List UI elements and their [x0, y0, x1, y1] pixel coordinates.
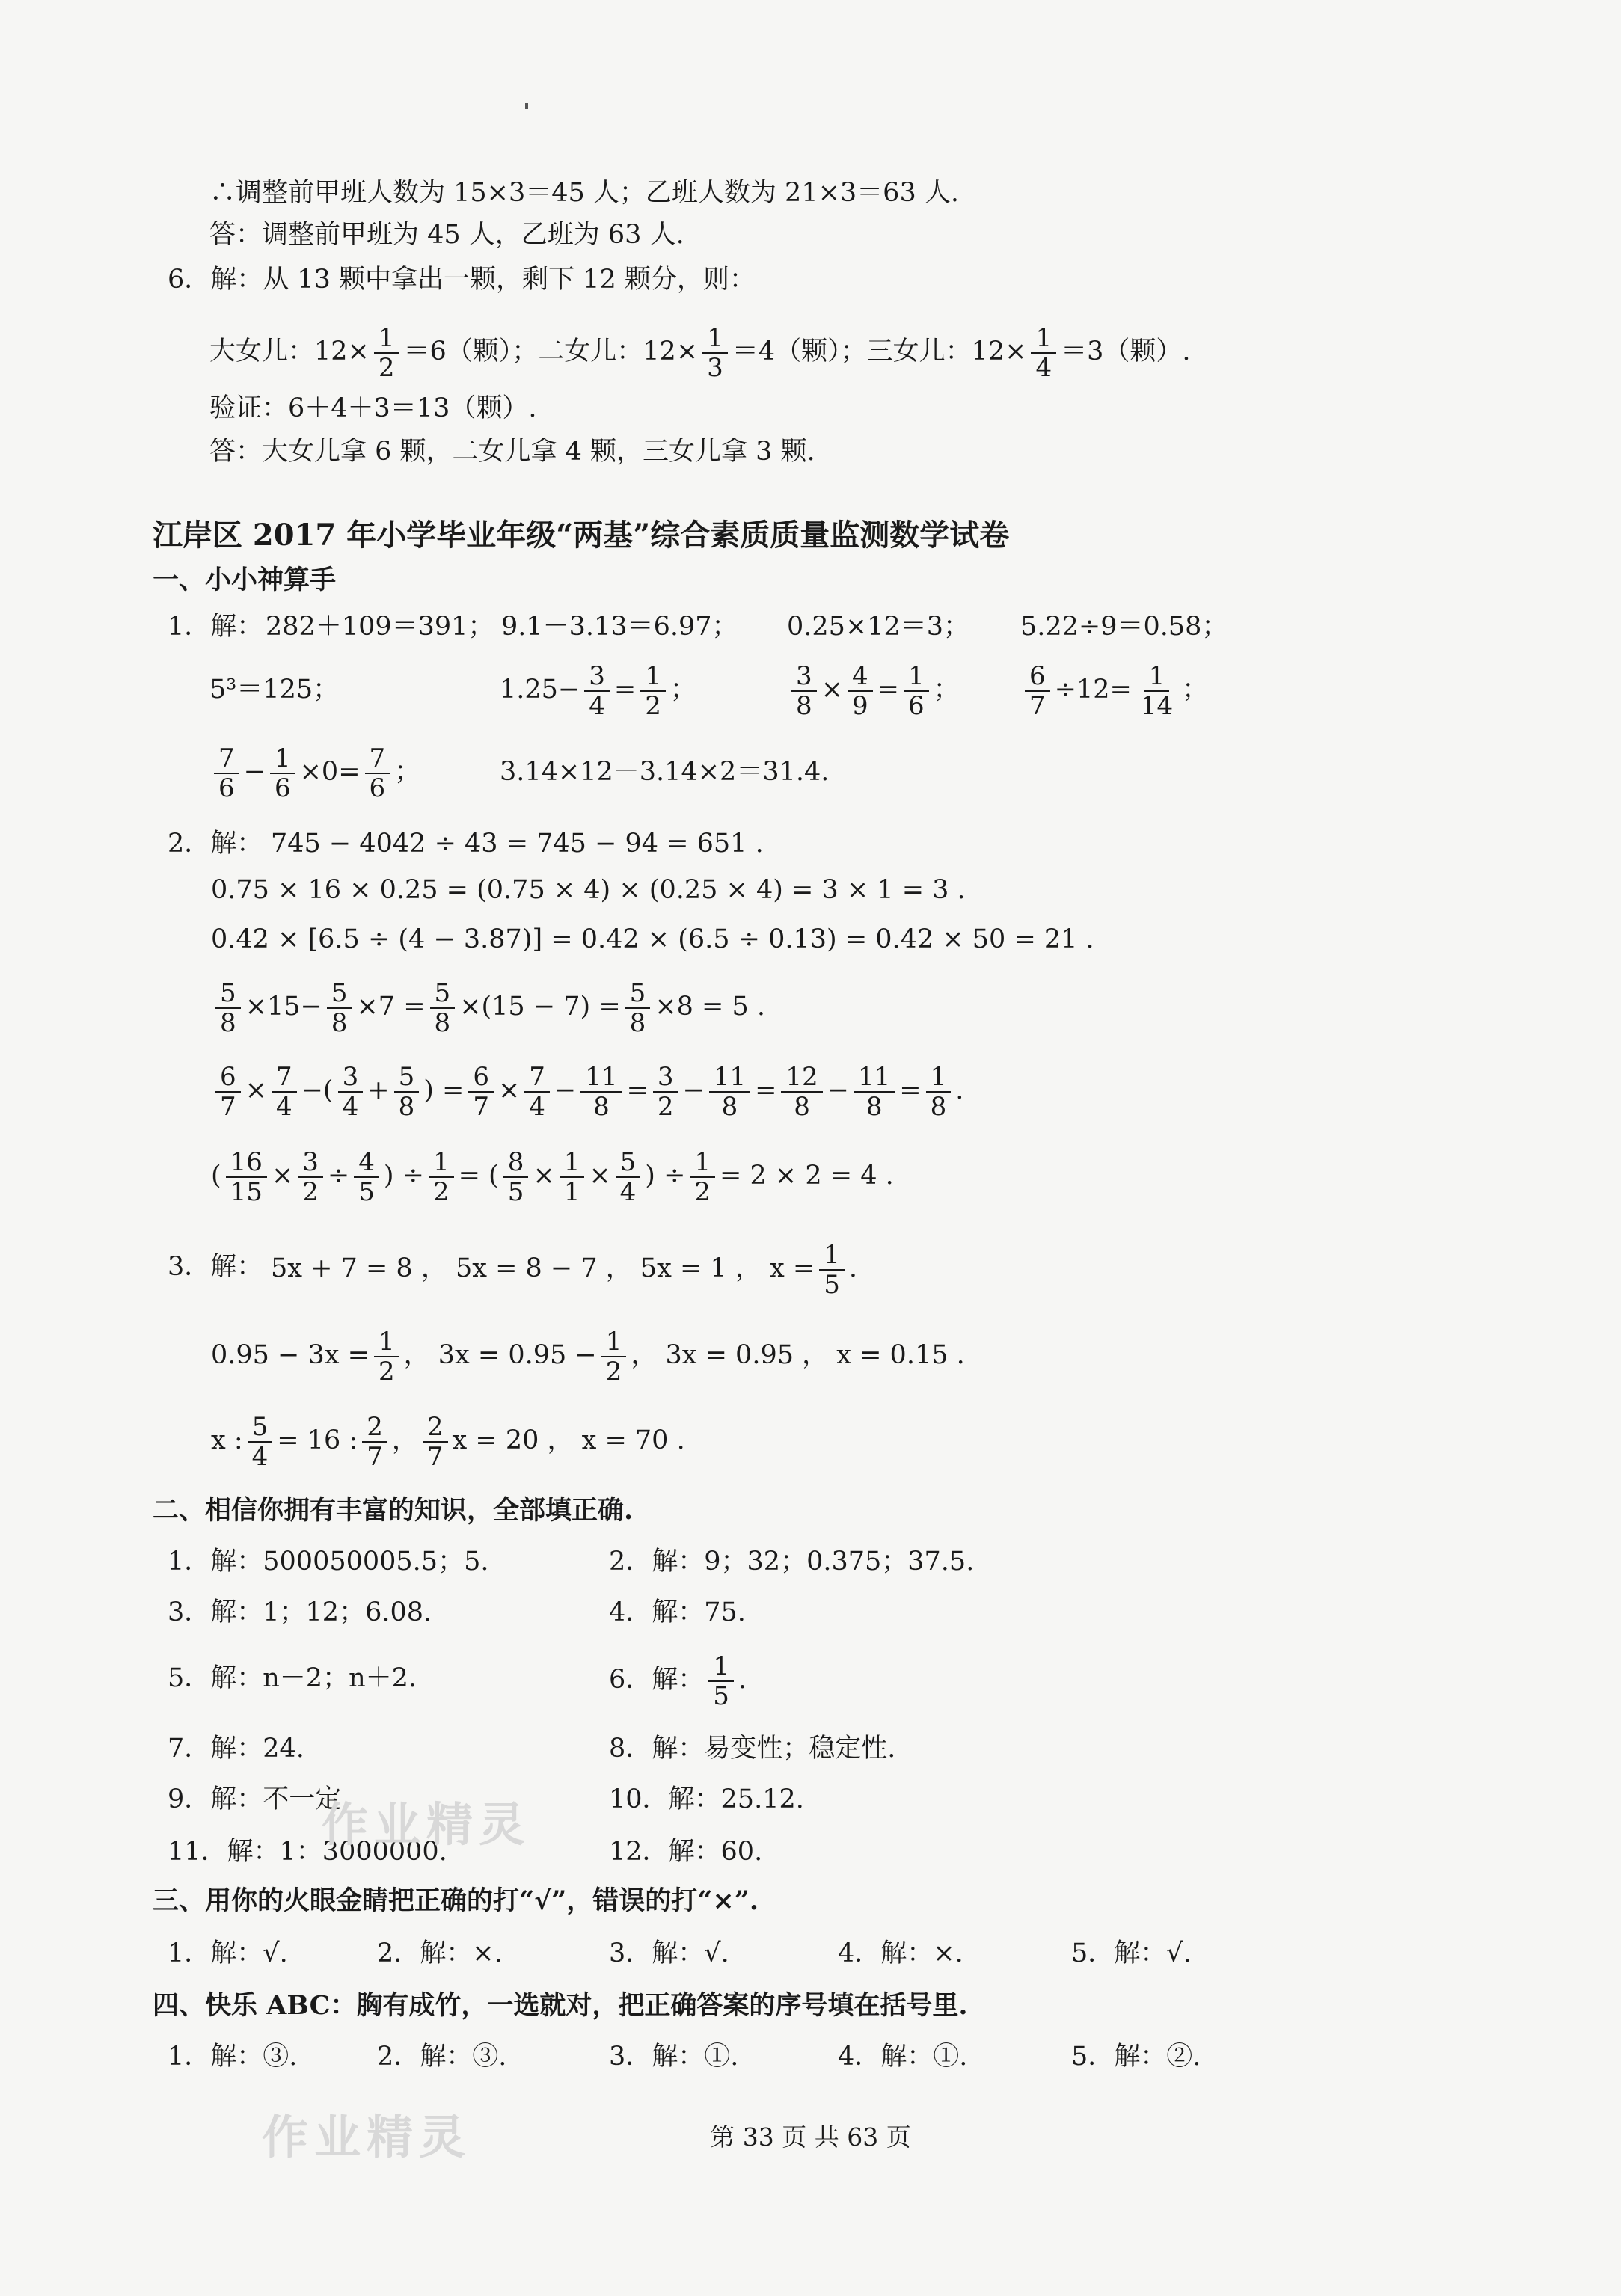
- s2-item-2: 2．解：9；32；0.375；37.5.: [609, 1547, 975, 1577]
- q2-line1: 745 − 4042 ÷ 43 = 745 − 94 = 651 .: [271, 829, 764, 859]
- q1-item-j: $\frac{7}{6}$ − $\frac{1}{6}$ ×0= $\frac{7}{6}$ ；: [209, 737, 420, 806]
- q6-calc-line: 大女儿：12× $\frac{1}{2}$ ＝6（颗）；二女儿：12× $\frac{1}{3}$ ＝4（颗）；三女儿：12× $\frac{1}{4}$ ＝3（颗）.: [209, 322, 1191, 383]
- s2-item-10: 10．解：25.12.: [609, 1784, 804, 1814]
- fraction-1-3: $\frac{1}{3}$: [702, 324, 728, 382]
- q3-line3: x : $\frac{5}{4}$ = 16 : $\frac{2}{7}$ ， $\frac{2}{7}$ x = 20 ， x = 70 .: [211, 1411, 685, 1472]
- q1-item-f: 3.14×12－3.14×2＝31.4.: [500, 757, 830, 787]
- page-footer: 第 33 页 共 63 页: [710, 2122, 911, 2152]
- s2-item-11: 11．解：1：3000000.: [168, 1837, 447, 1867]
- q2-line6: ( $\frac{16}{15}$ × $\frac{3}{2}$ ÷ $\frac{4}{5}$ ) ÷ $\frac{1}{2}$ = ( $\frac{8}{5}$ × $\frac{1}{1}$ × $\frac{5}{4}$ ) ÷ $\frac{1}{2}$ = 2 × 2 = 4 .: [211, 1147, 894, 1207]
- q2-line4: $\frac{5}{8}$ ×15− $\frac{5}{8}$ ×7 = $\frac{5}{8}$ ×(15 − 7) = $\frac{5}{8}$ ×8 = 5 .: [211, 972, 765, 1041]
- watermark-stamp: 作业精灵: [322, 1797, 532, 1852]
- q6-verify: 验证：6＋4＋3＝13（颗）.: [209, 393, 537, 423]
- section1-heading: 一、小小神算手: [153, 565, 337, 595]
- s3-item-1: 1．解：√.: [168, 1939, 288, 1968]
- q3-line1: 5x + 7 = 8 ， 5x = 8 − 7 ， 5x = 1 ， x = $\frac{1}{5}$ .: [271, 1239, 857, 1300]
- exam-title: 江岸区 2017 年小学毕业年级“两基”综合素质质量监测数学试卷: [153, 518, 1010, 553]
- s4-item-4: 4．解：①.: [838, 2042, 968, 2072]
- q1-item-h: $\frac{3}{8}$ × $\frac{4}{9}$ = $\frac{1}{6}$ ；: [787, 655, 960, 724]
- prior-answer-conclusion: 答：调整前甲班为 45 人，乙班为 63 人.: [209, 220, 684, 250]
- q6-answer: 答：大女儿拿 6 颗，二女儿拿 4 颗，三女儿拿 3 颗.: [209, 437, 815, 467]
- s4-item-3: 3．解：①.: [609, 2042, 739, 2072]
- q2-line3: 0.42 × [6.5 ÷ (4 − 3.87)] = 0.42 × (6.5 ÷ 0.13) = 0.42 × 50 = 21 .: [211, 924, 1094, 954]
- q1-item-i: $\frac{6}{7}$ ÷12= $\frac{1}{14}$ ；: [1020, 655, 1208, 724]
- s2-item-1: 1．解：500050005.5；5.: [168, 1547, 489, 1577]
- q1-label: 1．解：: [168, 612, 263, 642]
- watermark-stamp-lower: 作业精灵: [262, 2110, 472, 2164]
- section4-heading: 四、快乐 ABC：胸有成竹，一选就对，把正确答案的序号填在括号里.: [153, 1990, 968, 2021]
- scan-speck: [525, 103, 528, 109]
- s3-item-5: 5．解：√.: [1071, 1939, 1192, 1968]
- s4-item-1: 1．解：③.: [168, 2042, 298, 2072]
- s2-item-8: 8．解：易变性；稳定性.: [609, 1734, 896, 1764]
- fraction-1-2: $\frac{1}{2}$: [374, 324, 399, 382]
- q1-item-d: 5.22÷9＝0.58；: [1020, 612, 1228, 642]
- prior-answer-line: ∴调整前甲班人数为 15×3＝45 人；乙班人数为 21×3＝63 人.: [209, 178, 959, 208]
- s3-item-4: 4．解：×.: [838, 1939, 963, 1968]
- q1-item-c: 0.25×12＝3；: [787, 612, 970, 642]
- section3-heading: 三、用你的火眼金睛把正确的打“√”，错误的打“×”.: [153, 1885, 759, 1916]
- s4-item-2: 2．解：③.: [377, 2042, 507, 2072]
- q3-label: 3．解：: [168, 1252, 263, 1282]
- section2-heading: 二、相信你拥有丰富的知识，全部填正确.: [153, 1495, 634, 1526]
- s3-item-2: 2．解：×.: [377, 1939, 503, 1968]
- s2-item-12: 12．解：60.: [609, 1837, 763, 1867]
- q2-line5: $\frac{6}{7}$ × $\frac{7}{4}$ −( $\frac{3}{4}$ + $\frac{5}{8}$ ) = $\frac{6}{7}$ × $\frac{7}{4}$ − $\frac{11}{8}$ = $\frac{3}{2}$ − $\frac{11}{8}$ = $\frac{12}{8}$ − $\frac{11}{8}$ = $\frac{1}{8}$ .: [211, 1056, 963, 1125]
- s2-item-6: 6．解： $\frac{1}{5}$ .: [609, 1651, 747, 1711]
- q2-label: 2．解：: [168, 829, 263, 859]
- s2-item-3: 3．解：1；12；6.08.: [168, 1597, 432, 1627]
- s2-item-9: 9．解：不一定.: [168, 1784, 350, 1814]
- s4-item-5: 5．解：②.: [1071, 2042, 1201, 2072]
- q1-item-e: 5³＝125；: [209, 675, 340, 705]
- s2-item-4: 4．解：75.: [609, 1597, 746, 1627]
- q1-item-a: 282＋109＝391；: [266, 612, 494, 642]
- q1-item-b: 9.1－3.13＝6.97；: [501, 612, 738, 642]
- s2-item-7: 7．解：24.: [168, 1734, 304, 1764]
- q6-heading: 6．解：从 13 颗中拿出一颗，剩下 12 颗分，则：: [168, 265, 756, 295]
- s3-item-3: 3．解：√.: [609, 1939, 729, 1968]
- q1-item-g: 1.25− $\frac{3}{4}$ = $\frac{1}{2}$ ；: [500, 660, 696, 721]
- s2-item-5: 5．解：n－2；n＋2.: [168, 1663, 417, 1693]
- q2-line2: 0.75 × 16 × 0.25 = (0.75 × 4) × (0.25 × 4) = 3 × 1 = 3 .: [211, 875, 966, 905]
- fraction-1-4: $\frac{1}{4}$: [1031, 324, 1056, 382]
- q3-line2: 0.95 − 3x = $\frac{1}{2}$ ， 3x = 0.95 − $\frac{1}{2}$ ， 3x = 0.95 ， x = 0.15 .: [211, 1326, 965, 1387]
